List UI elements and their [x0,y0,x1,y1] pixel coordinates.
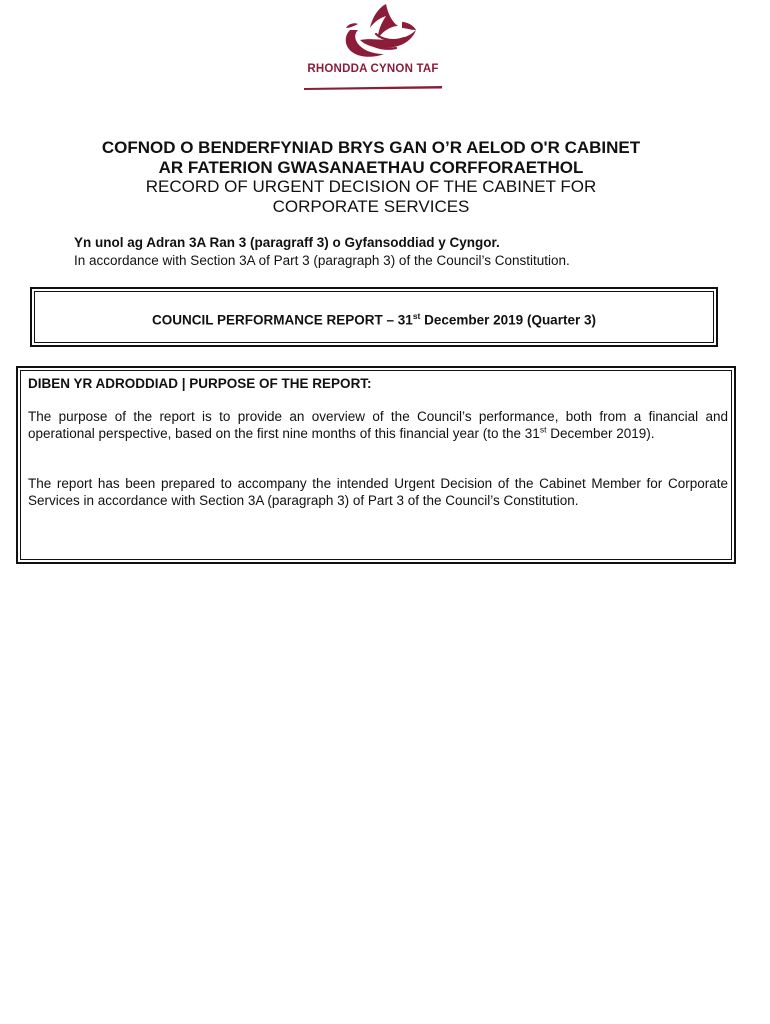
title-welsh-line-2: AR FATERION GWASANAETHAU CORFFORAETHOL [158,157,584,177]
purpose-heading: DIBEN YR ADRODDIAD | PURPOSE OF THE REPORT: [28,376,372,391]
title-english-line-1: RECORD OF URGENT DECISION OF THE CABINET FOR [145,177,597,196]
constitution-reference-english: In accordance with Section 3A of Part 3 (paragraph 3) of the Council’s Constitution. [74,253,570,268]
purpose-box [16,366,736,564]
council-logo [298,0,448,96]
document-title [0,138,742,216]
report-title-suffix: December 2019 (Quarter 3) [420,312,596,328]
report-title-box [30,287,718,347]
constitution-reference [74,234,714,270]
purpose-paragraph-2: The report has been prepared to accompany the intended Urgent Decision of the Cabinet Member for Corporate Services in accordance with Section 3A (paragraph 3) of Part 3 of the Council’s Constitution. [28,476,728,508]
council-name: RHONDDA CYNON TAF [307,63,439,75]
title-english-line-2: CORPORATE SERVICES [272,196,470,216]
logo-underline [298,0,448,96]
report-title-prefix: COUNCIL PERFORMANCE REPORT – 31 [152,312,413,328]
title-welsh-line-1: COFNOD O BENDERFYNIAD BRYS GAN O’R AELOD O'R CABINET [101,138,641,157]
purpose-paragraph-1-text: The purpose of the report is to provide an overview of the Council’s performance, both from a financial and operational perspective, based on the first nine months of this financial year (to the 31 [28,409,728,441]
purpose-paragraph-1-end: December 2019). [546,425,655,441]
report-title-superscript: st [412,311,421,321]
purpose-paragraph-1 [28,409,728,442]
purpose-paragraph-1-superscript: st [539,424,547,434]
constitution-reference-welsh: Yn unol ag Adran 3A Ran 3 (paragraff 3) o Gyfansoddiad y Cyngor. [74,235,500,250]
report-title [32,311,716,328]
